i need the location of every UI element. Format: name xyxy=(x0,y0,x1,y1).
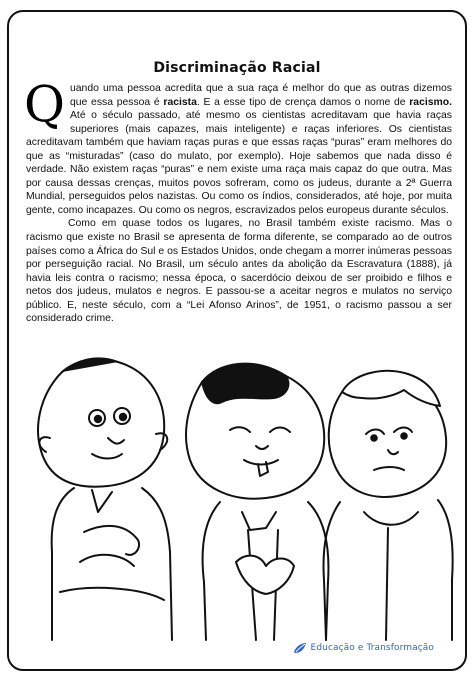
article-body xyxy=(24,75,452,326)
p1-text-c: . E a esse tipo de crença damos o nome de xyxy=(196,96,410,108)
middle-boy-figure xyxy=(186,364,328,640)
children-illustration xyxy=(22,352,454,642)
left-boy-figure xyxy=(38,358,172,640)
drop-cap-letter: Q xyxy=(24,75,65,133)
footer-brand-text: Educação e Transformação xyxy=(310,643,434,653)
paragraph-2: Como em quase todos os lugares, no Brasil também existe racismo. Mas o racismo que existe no Brasil se apresenta de forma diferente, se comparado ao de outros países como a África do Sul e os Estados Unidos, onde chegam a morrer inúmeras pessoas por perseguição racial. No Brasil, um século antes da abolição da Escravatura (1888), já havia leis contra o racismo; nessa época, o sacerdócio deixou de ser proibido e filhos e netos dos judeus, mulatos e negros. E passou-se a aceitar negros e mulatos no serviço público. E, neste século, com a “Lei Afonso Arinos”, de 1951, o racismo passou a ser considerado crime. xyxy=(26,218,452,325)
p1-text-a: uando uma pessoa acredita que a sua raça é melhor do que as outras dizemos que essa pessoa é xyxy=(70,83,452,108)
p1-text-e: Até o século passado, até mesmo os cientistas acreditavam que havia raças superiores (mais capazes, mais inteligente) e raças inferiores. Os cientistas acreditavam também que haviam raças puras e que essas raças “puras” eram melhores do que as “misturadas” (caso do mulato, por exemplo). Hoje sabemos que nada disso é verdade. Não existem raças “puras” e nem existe uma raça mais capaz do que outra. Mas por causa dessas crenças, muitos povos sofreram, como os judeus, durante a 2ª Guerra Mundial, perseguidos pelos nazistas. Ou como os índios, considerados, até hoje, por muita gente, como incapazes. Ou como os negros, escravizados pelos europeus durante séculos. xyxy=(26,110,452,216)
paragraph-1 xyxy=(24,75,452,217)
document-title: Discriminação Racial xyxy=(153,60,321,76)
right-boy-figure xyxy=(324,371,453,640)
footer-brand xyxy=(293,642,434,654)
p1-racista: racista xyxy=(163,96,197,108)
leaf-logo-icon xyxy=(293,642,307,654)
p1-racismo: racismo. xyxy=(409,96,452,108)
